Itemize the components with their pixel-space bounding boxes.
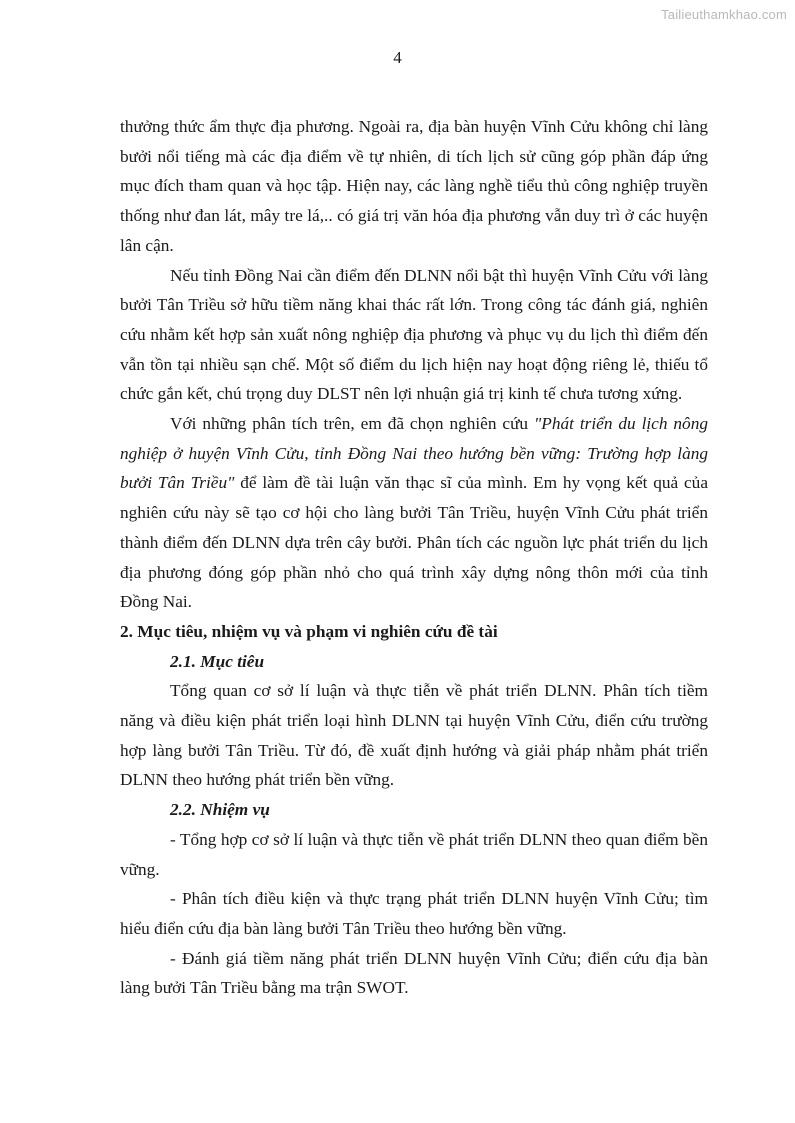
- objective-text: Tổng quan cơ sở lí luận và thực tiễn về phát triển DLNN. Phân tích tiềm năng và điều kiện phát triển loại hình DLNN tại huyện Vĩnh Cửu, điển cứu trường hợp làng bưởi Tân Triều. Từ đó, đề xuất định hướng và giải pháp nhằm phát triển DLNN theo hướng phát triển bền vững.: [120, 681, 708, 790]
- task-item-1: - Tổng hợp cơ sở lí luận và thực tiễn về phát triển DLNN theo quan điểm bền vững.: [120, 829, 708, 879]
- watermark: Tailieuthamkhao.com: [661, 7, 787, 22]
- objective-heading: 2.1. Mục tiêu: [170, 651, 265, 671]
- page-number: 4: [393, 48, 402, 67]
- paragraph-3-intro: Với những phân tích trên, em đã chọn nghiên cứu: [170, 414, 534, 434]
- paragraph-3-rest: để làm đề tài luận văn thạc sĩ của mình. Em hy vọng kết quả của nghiên cứu này sẽ tạo cơ hội cho làng bưởi Tân Triều, huyện Vĩnh Cửu phát triển thành điểm đến DLNN dựa trên cây bưởi. Phân tích các nguồn lực phát triển du lịch địa phương đóng góp phần nhỏ cho quá trình xây dựng nông thôn mới của tỉnh Đồng Nai.: [120, 473, 708, 612]
- task-item-3: - Đánh giá tiềm năng phát triển DLNN huyện Vĩnh Cửu; điển cứu địa bàn làng bưởi Tân Triều bằng ma trận SWOT.: [120, 948, 708, 998]
- paragraph-3: [120, 409, 708, 617]
- paragraph-1: thưởng thức ẩm thực địa phương. Ngoài ra, địa bàn huyện Vĩnh Cửu không chỉ làng bưởi nổi tiếng mà các địa điểm về tự nhiên, di tích lịch sử cũng góp phần đáp ứng mục đích tham quan và học tập. Hiện nay, các làng nghề tiểu thủ công nghiệp truyền thống như đan lát, mây tre lá,.. có giá trị văn hóa địa phương vẫn duy trì ở các huyện lân cận.: [120, 117, 708, 255]
- section-2-heading: 2. Mục tiêu, nhiệm vụ và phạm vi nghiên cứu đề tài: [120, 621, 498, 641]
- task-item-2: - Phân tích điều kiện và thực trạng phát triển DLNN huyện Vĩnh Cửu; tìm hiểu điển cứu địa bàn làng bưởi Tân Triều theo hướng bền vững.: [120, 889, 708, 938]
- document-body: [120, 112, 708, 1003]
- paragraph-2: Nếu tỉnh Đồng Nai cần điểm đến DLNN nổi bật thì huyện Vĩnh Cửu với làng bưởi Tân Triều sở hữu tiềm năng khai thác rất lớn. Trong công tác đánh giá, nghiên cứu nhằm kết hợp sản xuất nông nghiệp địa phương và phục vụ du lịch thì điểm đến vẫn tồn tại nhiều sạn chế. Một số điểm du lịch hiện nay hoạt động riêng lẻ, thiếu tổ chức gắn kết, chú trọng duy DLST nên lợi nhuận giá trị kinh tế chưa tương xứng.: [120, 265, 708, 404]
- thesis-title: "Phát triển du lịch nông nghiệp ở huyện Vĩnh Cửu, tỉnh Đồng Nai theo hướng bền vững: Trường hợp làng bưởi Tân Triều": [120, 414, 708, 493]
- tasks-heading: 2.2. Nhiệm vụ: [170, 800, 270, 820]
